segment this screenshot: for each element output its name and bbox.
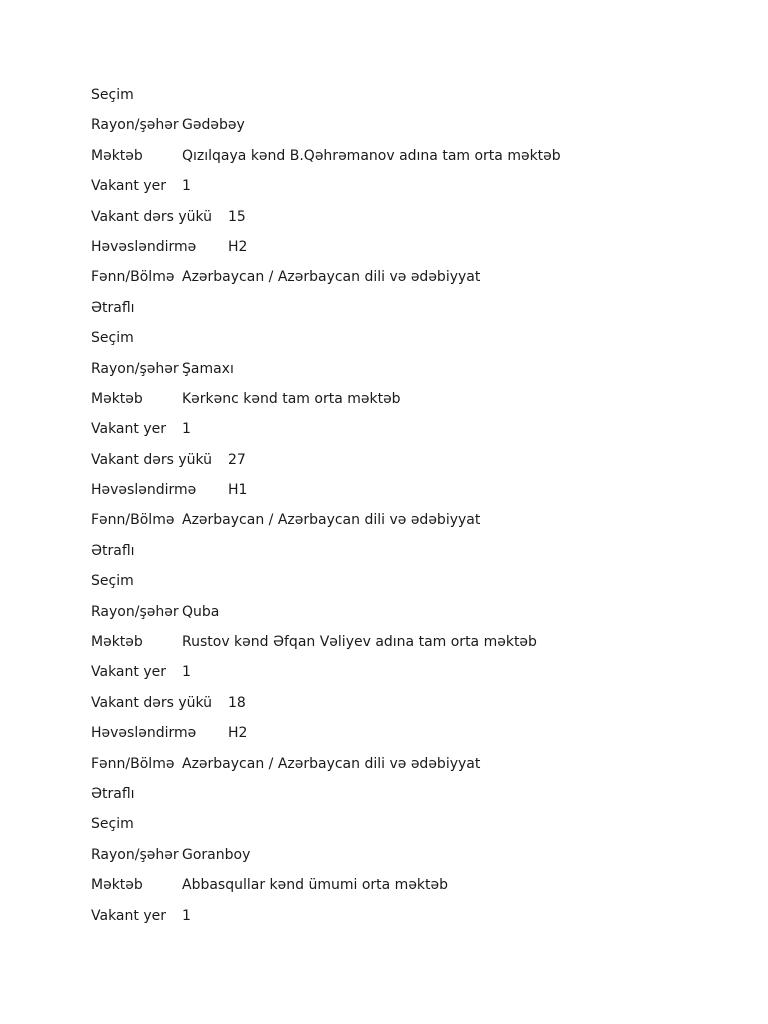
incentive-label: Həvəsləndirmə — [91, 238, 197, 255]
vacant-load-label: Vakant dərs yükü — [91, 451, 213, 468]
rayon-label: Rayon/şəhər — [91, 117, 179, 134]
vacant-place-row — [91, 173, 731, 203]
subject-row — [91, 507, 731, 537]
incentive-row — [91, 720, 731, 750]
incentive-row — [91, 477, 731, 507]
rayon-row — [91, 112, 731, 142]
subject-value: Azərbaycan / Azərbaycan dili və ədəbiyyat — [182, 269, 481, 286]
select-link[interactable]: Seçim — [91, 816, 134, 833]
vacancy-list — [91, 82, 731, 933]
school-label: Məktəb — [91, 390, 143, 407]
vacant-place-value: 1 — [182, 421, 191, 438]
vacant-place-label: Vakant yer — [91, 664, 166, 681]
select-link[interactable]: Seçim — [91, 87, 134, 103]
vacant-load-value: 27 — [228, 451, 246, 468]
vacant-load-row — [91, 204, 731, 234]
vacant-load-label: Vakant dərs yükü — [91, 694, 213, 711]
rayon-label: Rayon/şəhər — [91, 846, 179, 863]
incentive-label: Həvəsləndirmə — [91, 482, 197, 499]
incentive-value: H1 — [228, 482, 248, 499]
rayon-row — [91, 842, 731, 872]
rayon-row — [91, 599, 731, 629]
subject-value: Azərbaycan / Azərbaycan dili və ədəbiyyat — [182, 755, 481, 772]
vacant-place-label: Vakant yer — [91, 907, 166, 924]
vacant-place-value: 1 — [182, 907, 191, 924]
details-link[interactable]: Ətraflı — [91, 542, 135, 559]
school-row — [91, 629, 731, 659]
details-link[interactable]: Ətraflı — [91, 299, 135, 316]
incentive-label: Həvəsləndirmə — [91, 725, 197, 742]
rayon-label: Rayon/şəhər — [91, 603, 179, 620]
rayon-value: Gədəbəy — [182, 117, 245, 134]
school-value: Qızılqaya kənd B.Qəhrəmanov adına tam orta məktəb — [182, 147, 561, 164]
vacant-place-value: 1 — [182, 664, 191, 681]
rayon-value: Quba — [182, 603, 220, 620]
vacant-load-value: 18 — [228, 694, 246, 711]
rayon-value: Goranboy — [182, 846, 251, 863]
subject-label: Fənn/Bölmə — [91, 512, 175, 529]
vacant-place-label: Vakant yer — [91, 178, 166, 195]
vacant-place-row — [91, 659, 731, 689]
school-row — [91, 872, 731, 902]
school-row — [91, 386, 731, 416]
school-row — [91, 143, 731, 173]
subject-value: Azərbaycan / Azərbaycan dili və ədəbiyyat — [182, 512, 481, 529]
subject-row — [91, 751, 731, 781]
details-link[interactable]: Ətraflı — [91, 785, 135, 802]
vacant-load-value: 15 — [228, 208, 246, 225]
school-value: Rustov kənd Əfqan Vəliyev adına tam orta məktəb — [182, 634, 537, 651]
subject-row — [91, 264, 731, 294]
subject-label: Fənn/Bölmə — [91, 755, 175, 772]
school-label: Məktəb — [91, 877, 143, 894]
vacant-place-label: Vakant yer — [91, 421, 166, 438]
rayon-label: Rayon/şəhər — [91, 360, 179, 377]
incentive-value: H2 — [228, 725, 248, 742]
rayon-value: Şamaxı — [182, 360, 234, 377]
vacant-load-row — [91, 690, 731, 720]
incentive-value: H2 — [228, 238, 248, 255]
school-label: Məktəb — [91, 147, 143, 164]
incentive-row — [91, 234, 731, 264]
vacant-load-row — [91, 447, 731, 477]
vacant-load-label: Vakant dərs yükü — [91, 208, 213, 225]
rayon-row — [91, 356, 731, 386]
vacant-place-row — [91, 903, 731, 933]
select-link[interactable]: Seçim — [91, 573, 134, 590]
vacant-place-value: 1 — [182, 178, 191, 195]
subject-label: Fənn/Bölmə — [91, 269, 175, 286]
select-link[interactable]: Seçim — [91, 330, 134, 347]
school-label: Məktəb — [91, 634, 143, 651]
school-value: Abbasqullar kənd ümumi orta məktəb — [182, 877, 449, 894]
school-value: Kərkənc kənd tam orta məktəb — [182, 390, 401, 407]
vacant-place-row — [91, 416, 731, 446]
